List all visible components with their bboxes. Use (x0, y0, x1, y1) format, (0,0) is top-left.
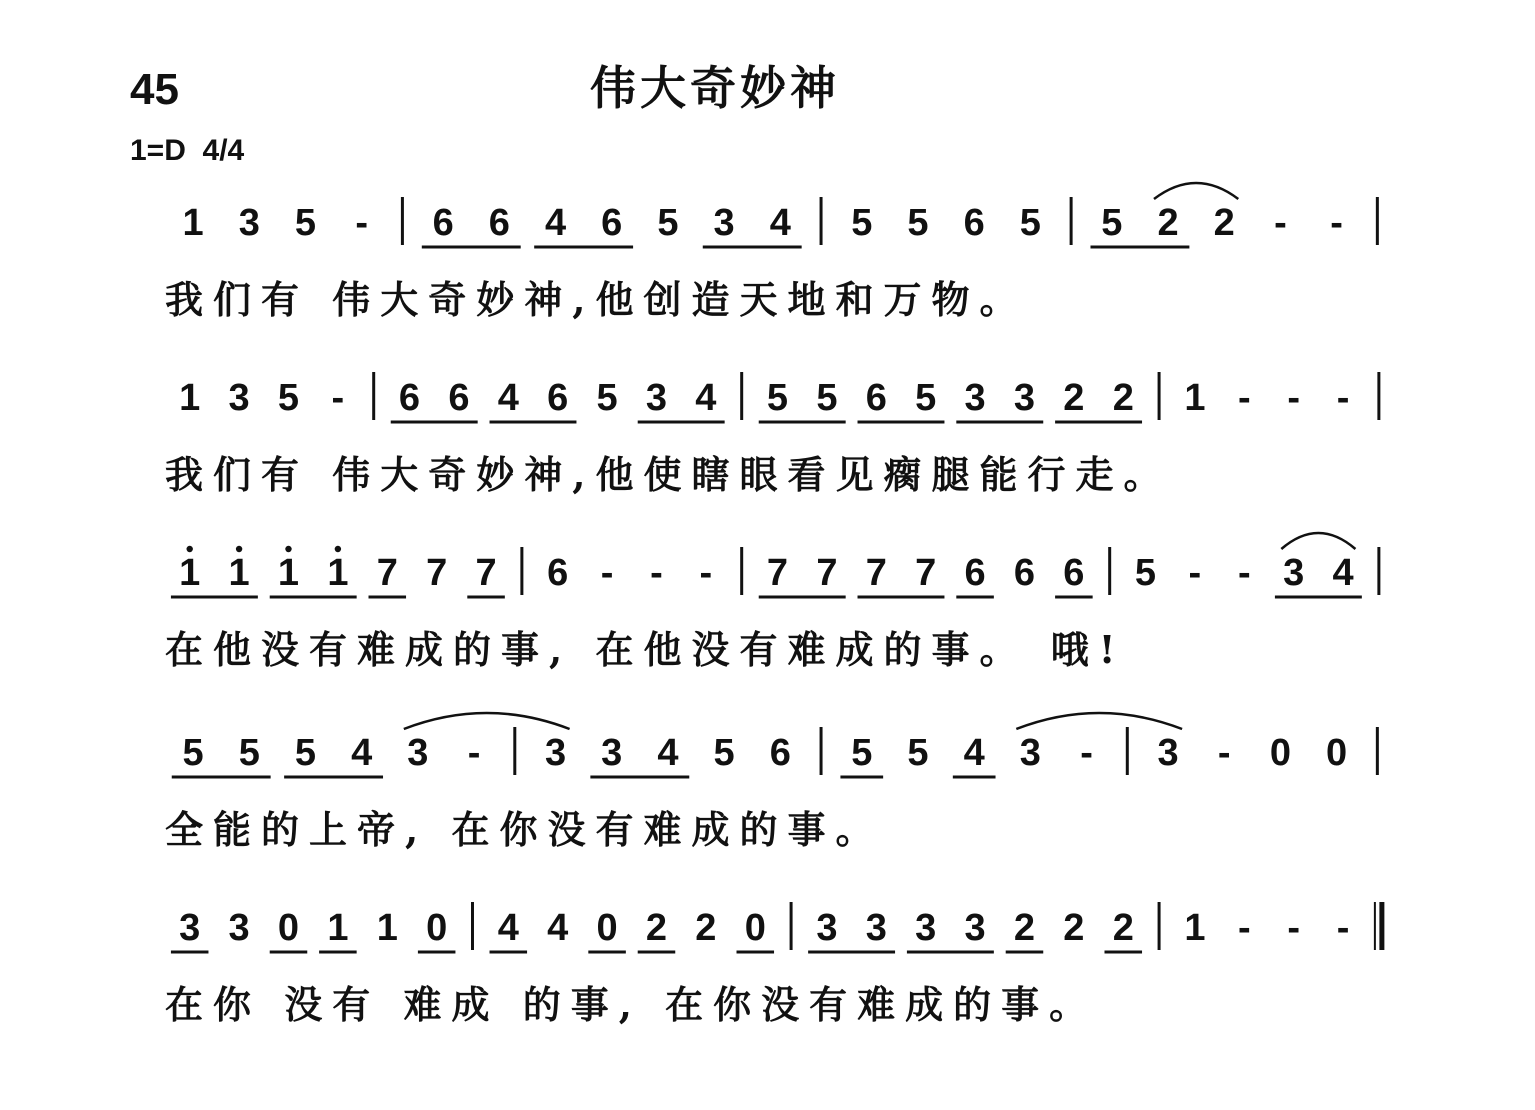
note: 1 (327, 552, 349, 594)
note: 5 (294, 732, 317, 774)
note: 5 (1101, 202, 1123, 244)
note: 3 (544, 732, 567, 774)
note: 6 (547, 552, 569, 594)
dash-note: - (699, 552, 713, 594)
note: 5 (596, 377, 618, 419)
note: 3 (964, 907, 986, 949)
score-line (165, 713, 1377, 852)
dash-note: - (1217, 732, 1231, 774)
note: 4 (1332, 552, 1354, 594)
note: 2 (645, 907, 668, 949)
tie-arc (404, 713, 570, 729)
note: 5 (907, 202, 929, 244)
note: 4 (695, 377, 717, 419)
tie-arc (1154, 183, 1238, 199)
note: 7 (816, 552, 838, 594)
octave-dot (236, 546, 242, 552)
note: 1 (182, 202, 204, 244)
note: 0 (744, 907, 766, 949)
note: 2 (1213, 202, 1235, 244)
octave-dot (186, 546, 192, 552)
note: 7 (426, 552, 448, 594)
note: 5 (1134, 552, 1157, 594)
note: 6 (1063, 552, 1085, 594)
dash-note: - (1336, 377, 1350, 419)
lyric-line: 在他没有难成的事, 在他没有难成的事。 哦! (165, 627, 1126, 672)
note: 1 (277, 552, 300, 594)
octave-dot (335, 546, 341, 552)
score-line (165, 183, 1377, 322)
note: 6 (601, 202, 623, 244)
dash-note: - (1274, 202, 1287, 244)
note: 6 (547, 377, 569, 419)
note: 3 (865, 907, 887, 949)
note: 5 (816, 377, 838, 419)
note: 4 (351, 732, 373, 774)
lyric-line: 在你 没有 难成 的事, 在你没有难成的事。 (165, 982, 1098, 1027)
note: 2 (1063, 377, 1085, 419)
dash-note: - (467, 732, 481, 774)
note: 0 (1326, 732, 1348, 774)
note: 6 (398, 377, 421, 419)
note: 3 (1013, 377, 1036, 419)
key-signature: 1=D 4/4 (130, 134, 245, 167)
note: 3 (228, 907, 250, 949)
note: 2 (1013, 907, 1036, 949)
note: 1 (179, 552, 201, 594)
note: 6 (964, 552, 986, 594)
note: 4 (963, 732, 985, 774)
note: 3 (179, 907, 201, 949)
note: 7 (376, 552, 398, 594)
score-lines (165, 183, 1382, 1027)
dash-note: - (1080, 732, 1093, 774)
note: 3 (228, 377, 250, 419)
note: 5 (766, 377, 789, 419)
lyric-line: 我们有 伟大奇妙神,他创造天地和万物。 (165, 277, 1028, 322)
note: 7 (865, 552, 887, 594)
note: 5 (851, 732, 873, 774)
note: 5 (915, 377, 937, 419)
note: 7 (915, 552, 937, 594)
note: 1 (228, 552, 250, 594)
note: 3 (713, 202, 735, 244)
note: 5 (907, 732, 929, 774)
tie-arc (1281, 533, 1355, 549)
dash-note: - (650, 552, 663, 594)
dash-note: - (1237, 552, 1251, 594)
note: 5 (851, 202, 873, 244)
dash-note: - (1237, 377, 1251, 419)
note: 6 (769, 732, 791, 774)
lyric-line: 我们有 伟大奇妙神,他使瞎眼看见瘸腿能行走。 (165, 452, 1172, 497)
note: 3 (1283, 552, 1305, 594)
note: 4 (497, 907, 519, 949)
lyric-line: 全能的上帝, 在你没有难成的事。 (165, 807, 884, 852)
note: 2 (1157, 202, 1179, 244)
octave-dot (285, 546, 291, 552)
note: 6 (1013, 552, 1036, 594)
note: 0 (1269, 732, 1291, 774)
note: 7 (475, 552, 497, 594)
score-line (165, 902, 1382, 1027)
note: 3 (645, 377, 668, 419)
note: 6 (488, 202, 510, 244)
note: 4 (769, 202, 791, 244)
dash-note: - (355, 202, 369, 244)
note: 4 (657, 732, 679, 774)
dash-note: - (1188, 552, 1202, 594)
note: 3 (915, 907, 937, 949)
note: 5 (657, 202, 679, 244)
note: 2 (1112, 377, 1134, 419)
note: 0 (426, 907, 448, 949)
note: 3 (1019, 732, 1041, 774)
note: 4 (497, 377, 519, 419)
note: 1 (376, 907, 398, 949)
tie-arc (1016, 713, 1182, 729)
note: 5 (713, 732, 735, 774)
dash-note: - (600, 552, 614, 594)
dash-note: - (1237, 907, 1251, 949)
dash-note: - (1330, 202, 1343, 244)
note: 7 (766, 552, 789, 594)
note: 0 (277, 907, 300, 949)
note: 5 (294, 202, 317, 244)
dash-note: - (1336, 907, 1350, 949)
note: 3 (601, 732, 623, 774)
note: 6 (432, 202, 454, 244)
note: 3 (407, 732, 429, 774)
dash-note: - (331, 377, 345, 419)
dash-note: - (1287, 907, 1301, 949)
note: 6 (963, 202, 985, 244)
note: 4 (547, 907, 569, 949)
note: 0 (596, 907, 618, 949)
note: 4 (544, 202, 567, 244)
note: 5 (277, 377, 300, 419)
note: 3 (238, 202, 260, 244)
note: 5 (182, 732, 204, 774)
hymn-title: 伟大奇妙神 (590, 62, 840, 114)
note: 6 (865, 377, 887, 419)
note: 1 (179, 377, 201, 419)
note: 3 (816, 907, 838, 949)
note: 2 (1063, 907, 1085, 949)
score-line (165, 533, 1379, 672)
note: 2 (1112, 907, 1134, 949)
score-line (165, 372, 1379, 497)
note: 1 (327, 907, 349, 949)
note: 2 (695, 907, 717, 949)
note: 5 (1019, 202, 1041, 244)
note: 6 (448, 377, 470, 419)
note: 3 (964, 377, 986, 419)
note: 3 (1157, 732, 1179, 774)
note: 1 (1184, 377, 1206, 419)
note: 5 (238, 732, 260, 774)
hymn-number: 45 (130, 65, 179, 114)
dash-note: - (1287, 377, 1301, 419)
note: 1 (1184, 907, 1206, 949)
